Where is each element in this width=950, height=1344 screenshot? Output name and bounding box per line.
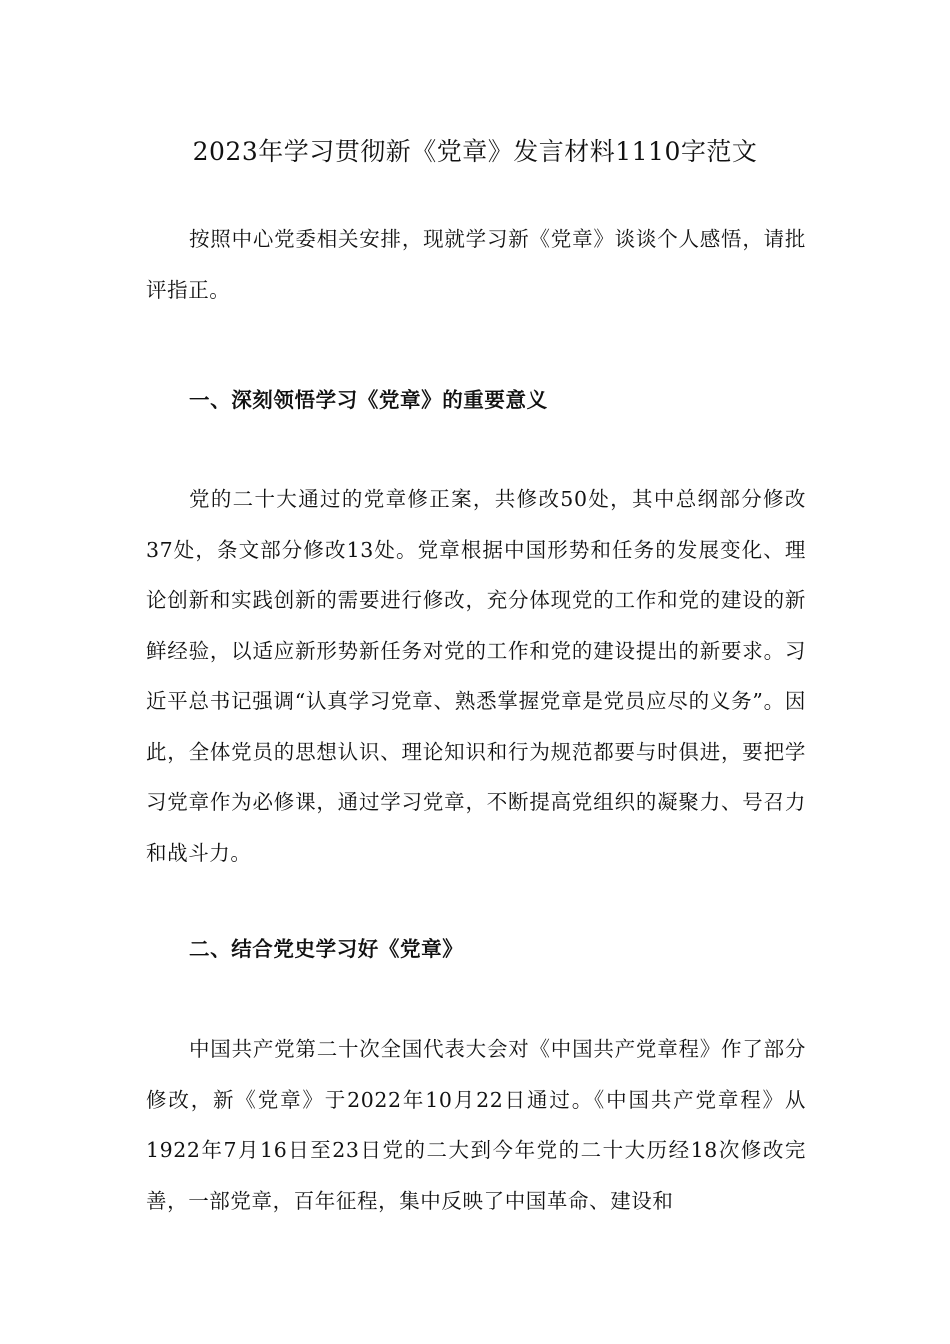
section-2-body: 中国共产党第二十次全国代表大会对《中国共产党章程》作了部分修改，新《党章》于2022年10月22日通过。《中国共产党章程》从1922年7月16日至23日党的二大到今年党的二十大历经18次修改完善，一部党章，百年征程，集中反映了中国革命、建设和 [146, 1037, 806, 1213]
section-1-heading: 一、深刻领悟学习《党章》的重要意义 [189, 388, 548, 412]
document-title: 2023年学习贯彻新《党章》发言材料1110字范文 [192, 137, 758, 166]
section-1-body: 党的二十大通过的党章修正案，共修改50处，其中总纲部分修改37处，条文部分修改13处。党章根据中国形势和任务的发展变化、理论创新和实践创新的需要进行修改，充分体现党的工作和党的建设的新鲜经验，以适应新形势新任务对党的工作和党的建设提出的新要求。习近平总书记强调“认真学习党章、熟悉掌握党章是党员应尽的义务”。因此，全体党员的思想认识、理论知识和行为规范都要与时俱进，要把学习党章作为必修课，通过学习党章，不断提高党组织的凝聚力、号召力和战斗力。 [146, 487, 806, 865]
intro-paragraph: 按照中心党委相关安排，现就学习新《党章》谈谈个人感悟，请批评指正。 [146, 227, 806, 302]
section-2-heading: 二、结合党史学习好《党章》 [189, 937, 464, 961]
